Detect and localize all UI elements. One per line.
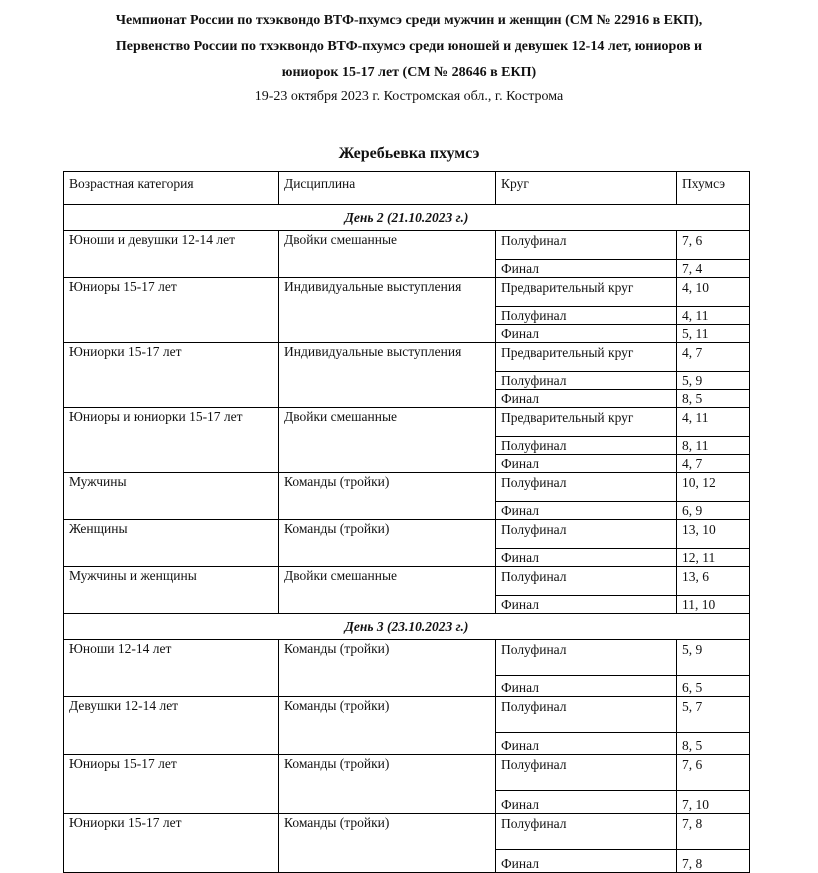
poomsae-cell: 4, 10 — [677, 278, 750, 307]
round-cell: Финал — [496, 850, 677, 873]
discipline-cell: Индивидуальные выступления — [279, 278, 496, 343]
category-cell: Юниорки 15-17 лет — [64, 814, 279, 873]
discipline-cell: Команды (тройки) — [279, 640, 496, 697]
category-cell: Мужчины и женщины — [64, 567, 279, 614]
title-line: Первенство России по тхэквондо ВТФ-пхумсэ среди юношей и девушек 12-14 лет, юниоров и — [115, 39, 703, 54]
poomsae-cell: 8, 5 — [677, 733, 750, 755]
discipline-cell: Индивидуальные выступления — [279, 343, 496, 408]
poomsae-cell: 11, 10 — [677, 596, 750, 614]
category-cell: Юниоры 15-17 лет — [64, 755, 279, 814]
round-cell: Полуфинал — [496, 372, 677, 390]
table-row — [64, 278, 750, 307]
poomsae-cell: 13, 10 — [677, 520, 750, 549]
discipline-cell: Команды (тройки) — [279, 814, 496, 873]
table-row — [64, 814, 750, 850]
poomsae-cell: 4, 11 — [677, 307, 750, 325]
column-header: Пхумсэ — [677, 172, 750, 205]
poomsae-cell: 7, 6 — [677, 755, 750, 791]
poomsae-cell: 10, 12 — [677, 473, 750, 502]
column-header: Круг — [496, 172, 677, 205]
poomsae-cell: 5, 7 — [677, 697, 750, 733]
round-cell: Предварительный круг — [496, 343, 677, 372]
category-cell: Юниоры 15-17 лет — [64, 278, 279, 343]
draw-table — [63, 171, 750, 873]
round-cell: Предварительный круг — [496, 278, 677, 307]
round-cell: Полуфинал — [496, 231, 677, 260]
column-header: Возрастная категория — [64, 172, 279, 205]
poomsae-cell: 4, 11 — [677, 408, 750, 437]
poomsae-cell: 7, 6 — [677, 231, 750, 260]
poomsae-cell: 5, 9 — [677, 640, 750, 676]
day-row — [64, 205, 750, 231]
discipline-cell: Команды (тройки) — [279, 755, 496, 814]
column-header: Дисциплина — [279, 172, 496, 205]
round-cell: Финал — [496, 676, 677, 697]
poomsae-cell: 8, 11 — [677, 437, 750, 455]
round-cell: Полуфинал — [496, 567, 677, 596]
poomsae-cell: 7, 8 — [677, 850, 750, 873]
category-cell: Юноши 12-14 лет — [64, 640, 279, 697]
poomsae-cell: 6, 5 — [677, 676, 750, 697]
table-row — [64, 473, 750, 502]
table-row — [64, 231, 750, 260]
document-header — [0, 8, 818, 108]
round-cell: Финал — [496, 260, 677, 278]
round-cell: Финал — [496, 502, 677, 520]
poomsae-cell: 5, 11 — [677, 325, 750, 343]
poomsae-cell: 12, 11 — [677, 549, 750, 567]
round-cell: Полуфинал — [496, 437, 677, 455]
poomsae-cell: 4, 7 — [677, 343, 750, 372]
poomsae-cell: 7, 4 — [677, 260, 750, 278]
round-cell: Полуфинал — [496, 640, 677, 676]
round-cell: Полуфинал — [496, 697, 677, 733]
discipline-cell: Двойки смешанные — [279, 567, 496, 614]
round-cell: Финал — [496, 390, 677, 408]
poomsae-cell: 7, 10 — [677, 791, 750, 814]
discipline-cell: Команды (тройки) — [279, 520, 496, 567]
table-body — [64, 205, 750, 873]
table-row — [64, 408, 750, 437]
round-cell: Финал — [496, 596, 677, 614]
round-cell: Финал — [496, 455, 677, 473]
round-cell: Предварительный круг — [496, 408, 677, 437]
table-row — [64, 520, 750, 549]
poomsae-cell: 6, 9 — [677, 502, 750, 520]
round-cell: Финал — [496, 791, 677, 814]
table-row — [64, 640, 750, 676]
discipline-cell: Двойки смешанные — [279, 231, 496, 278]
day-label: День 3 (23.10.2023 г.) — [64, 614, 750, 640]
category-cell: Девушки 12-14 лет — [64, 697, 279, 755]
round-cell: Полуфинал — [496, 520, 677, 549]
poomsae-cell: 13, 6 — [677, 567, 750, 596]
category-cell: Женщины — [64, 520, 279, 567]
table-row — [64, 755, 750, 791]
poomsae-cell: 7, 8 — [677, 814, 750, 850]
round-cell: Полуфинал — [496, 755, 677, 791]
discipline-cell: Команды (тройки) — [279, 697, 496, 755]
table-header-row — [64, 172, 750, 205]
dates-location: 19-23 октября 2023 г. Костромская обл., г. Кострома — [254, 89, 564, 104]
discipline-cell: Команды (тройки) — [279, 473, 496, 520]
poomsae-cell: 8, 5 — [677, 390, 750, 408]
round-cell: Финал — [496, 549, 677, 567]
poomsae-cell: 4, 7 — [677, 455, 750, 473]
round-cell: Финал — [496, 733, 677, 755]
day-label: День 2 (21.10.2023 г.) — [64, 205, 750, 231]
round-cell: Полуфинал — [496, 307, 677, 325]
title-line: Чемпионат России по тхэквондо ВТФ-пхумсэ среди мужчин и женщин (СМ № 22916 в ЕКП), — [115, 13, 703, 28]
title-line: юниорок 15-17 лет (СМ № 28646 в ЕКП) — [281, 65, 537, 80]
round-cell: Полуфинал — [496, 473, 677, 502]
table-row — [64, 697, 750, 733]
category-cell: Юниоры и юниорки 15-17 лет — [64, 408, 279, 473]
poomsae-cell: 5, 9 — [677, 372, 750, 390]
category-cell: Юниорки 15-17 лет — [64, 343, 279, 408]
document-heading: Жеребьевка пхумсэ — [338, 145, 480, 162]
category-cell: Мужчины — [64, 473, 279, 520]
discipline-cell: Двойки смешанные — [279, 408, 496, 473]
round-cell: Финал — [496, 325, 677, 343]
table-row — [64, 343, 750, 372]
round-cell: Полуфинал — [496, 814, 677, 850]
table-row — [64, 567, 750, 596]
category-cell: Юноши и девушки 12-14 лет — [64, 231, 279, 278]
day-row — [64, 614, 750, 640]
